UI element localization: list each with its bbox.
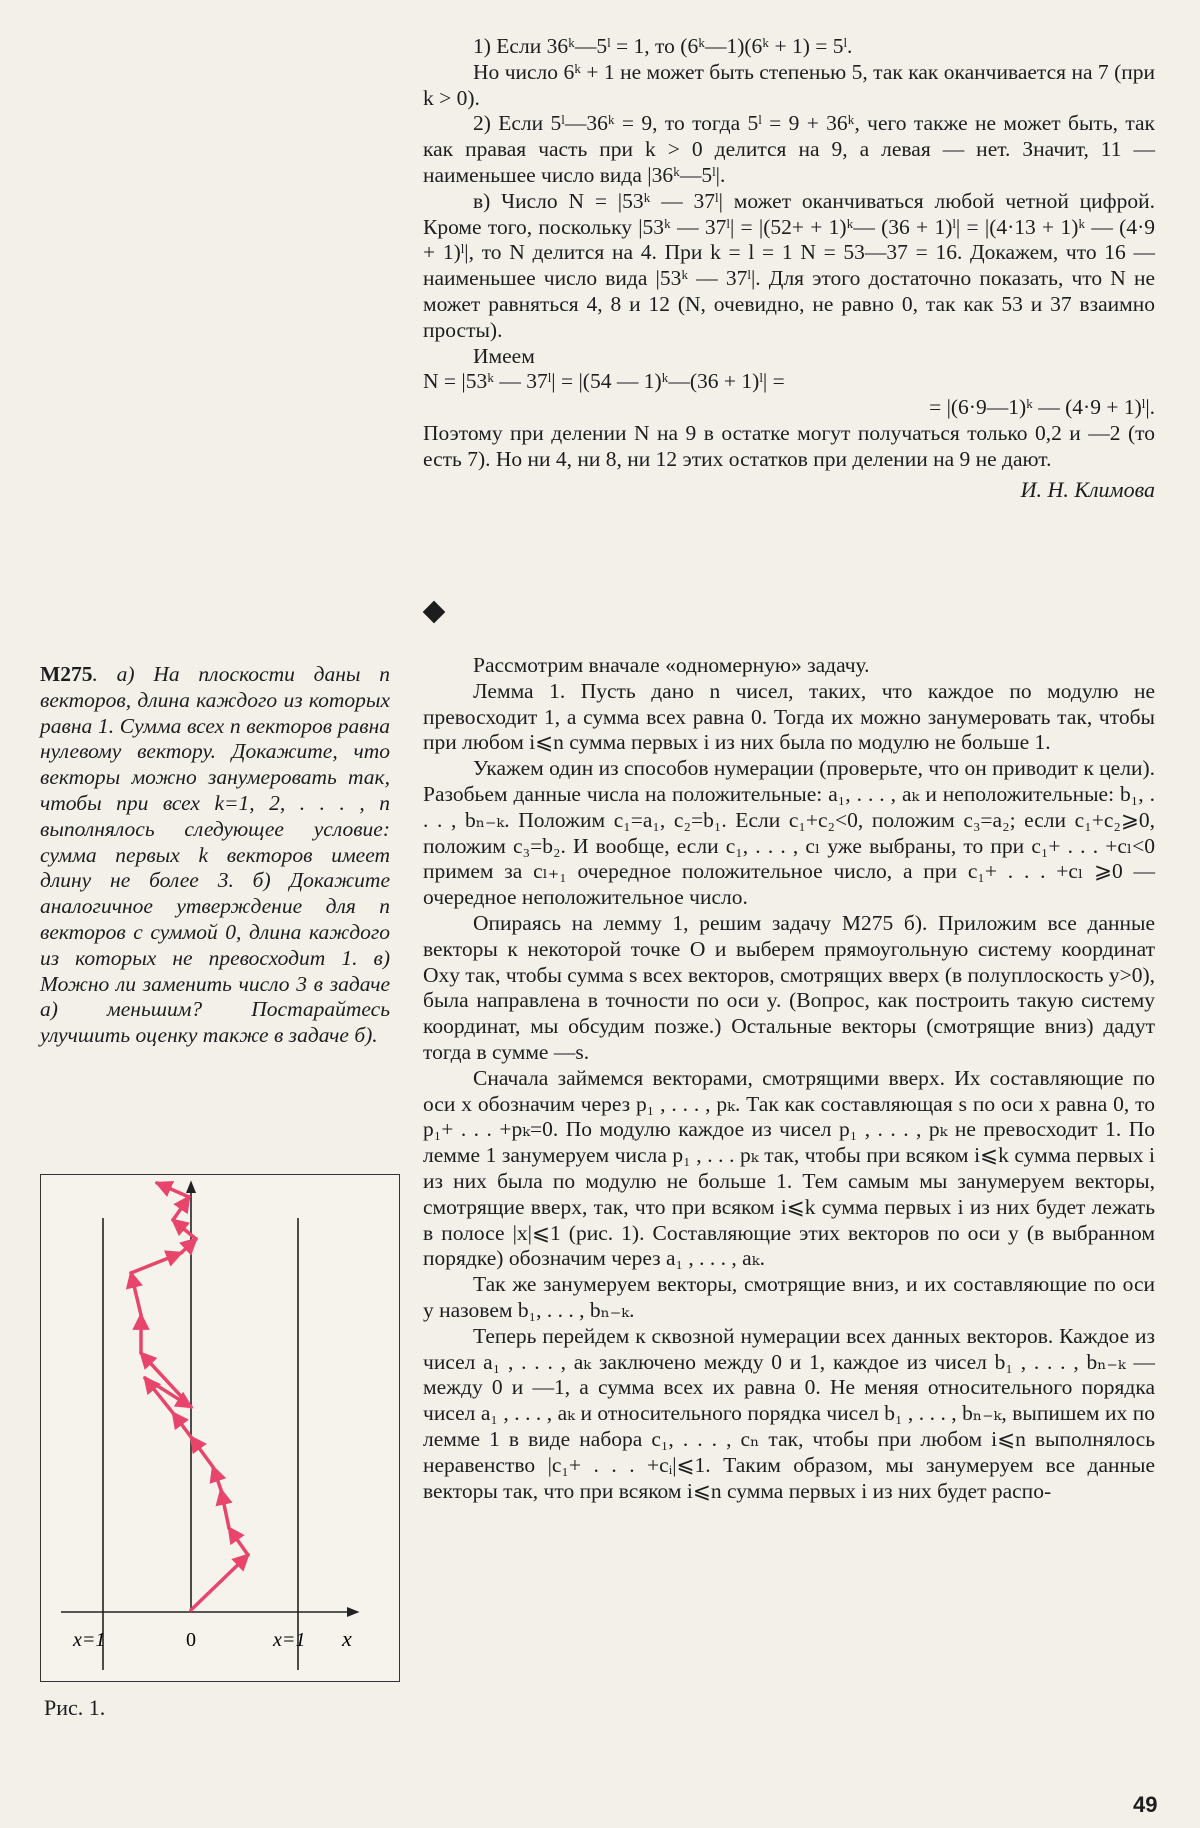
vector-arrow: [221, 1490, 229, 1528]
vector-arrow: [181, 1239, 196, 1253]
formula-line: N = |53ᵏ — 37ˡ| = |(54 — 1)ᵏ—(36 + 1)ˡ| =: [423, 369, 785, 394]
paragraph: 2) Если 5ˡ—36ᵏ = 9, то тогда 5ˡ = 9 + 36ᵏ, чего также не может быть, так как правая часть при k > 0 делится на 9, а левая — нет. Значит, 11 — наименьшее число вида |36ᵏ—5ˡ|.: [423, 111, 1155, 187]
page-number: 49: [1133, 1792, 1158, 1817]
label-x-axis: x: [342, 1626, 352, 1651]
vector-path: [131, 1183, 248, 1610]
problem-text: . а) На плоскости даны n векторов, длина каждого из которых равна 1. Сумма всех n векторов равна нулевому вектору. Докажите, что векторы можно занумеровать так, чтобы при всех k=1, 2, . . . , n выполнялось следующее условие: сумма первых k векторов имеет длину не более 3. б) Докажите аналогичное утверждение для n векторов с суммой 0, длина каждого из которых не превосходит 1. в) Можно ли заменить число 3 в задаче а) меньшим? Постарайтесь улучшить оценку также в задаче б).: [40, 662, 390, 1048]
author-signature: И. Н. Климова: [1020, 476, 1155, 502]
formula-line: = |(6·9—1)ᵏ — (4·9 + 1)ˡ|.: [929, 395, 1155, 420]
vector-arrow: [157, 1183, 189, 1197]
paragraph: Имеем: [473, 343, 535, 368]
paragraph: Рассмотрим вначале «одномерную» задачу.: [473, 653, 870, 677]
paragraph: Сначала займемся векторами, смотрящими вверх. Их составляющие по оси x обозначим через p₁ , . . . , pₖ. Так как составляющая s по оси x равна 0, то p₁+ . . . +pₖ=0. По модулю каждое из чисел p₁ , . . . , pₖ не превосходит 1. По лемме 1 занумеруем числа p₁ , . . . pₖ так, чтобы при всяком i⩽k сумма первых i из них была по модулю не больше 1. Тем самым мы занумеруем векторы, смотрящие вверх, так, что при всяком i⩽k сумма первых i из них будет лежать в полосе |x|⩽1 (рис. 1). Составляющие этих векторов по оси y (в выбранном порядке) обозначим через a₁ , . . . , aₖ.: [423, 1065, 1155, 1271]
label-right-x: x=1: [273, 1629, 306, 1651]
vector-arrow: [173, 1413, 191, 1437]
paragraph: в) Число N = |53ᵏ — 37ˡ| может оканчиваться любой четной цифрой. Кроме того, поскольку |53ᵏ — 37ˡ| = |(52+ + 1)ᵏ— (36 + 1)ˡ| = |(4·13 + 1)ᵏ — (4·9 + 1)ˡ|, то N делится на 4. При k = l = 1 N = 53—37 = 16. Докажем, что 16 — наименьшее число вида |53ᵏ — 37ˡ|. Для этого достаточно показать, что N не может равняться 4, 8 и 12 (N, очевидно, не равно 0, так как 53 и 37 взаимно просты).: [423, 188, 1155, 342]
vector-arrow: [131, 1273, 141, 1315]
vector-arrow: [191, 1437, 213, 1467]
paragraph: Но число 6ᵏ + 1 не может быть степенью 5, так как оканчивается на 7 (при k > 0).: [423, 59, 1155, 110]
label-origin: 0: [186, 1629, 196, 1651]
label-left-x: x=1: [73, 1629, 106, 1651]
paragraph: Поэтому при делении N на 9 в остатке могут получаться только 0,2 и —2 (то есть 7). Но ни 4, ни 8, ни 12 этих остатков при делении на 9 не дают.: [423, 420, 1155, 471]
previous-solution: [423, 34, 1155, 502]
paragraph: Так же занумеруем векторы, смотрящие вниз, и их составляющие по оси y назовем b₁, . . . , bₙ₋ₖ.: [423, 1272, 1155, 1322]
vector-arrow: [131, 1253, 181, 1273]
problem-statement: [40, 662, 390, 1049]
paragraph: Теперь перейдем к сквозной нумерации всех данных векторов. Каждое из чисел a₁ , . . . , aₖ заключено между 0 и 1, каждое из чисел b₁ , . . . , bₙ₋ₖ — между 0 и —1, а сумма всех их равна 0. Не меняя относительного порядка чисел a₁ , . . . , aₖ и относительного порядка чисел b₁ , . . . , bₙ₋ₖ, выпишем их по лемме 1 в виде набора c₁, . . . , cₙ так, чтобы при любом i⩽n выполнялось неравенство |c₁+ . . . +cᵢ|⩽1. Таким образом, мы занумеруем все данные векторы так, что при всяком i⩽n сумма первых i из них будет распо-: [423, 1323, 1155, 1503]
problem-label: М275: [40, 662, 93, 686]
vector-arrow: [173, 1197, 189, 1220]
paragraph: 1) Если 36ᵏ—5ˡ = 1, то (6ᵏ—1)(6ᵏ + 1) = 5ˡ.: [473, 34, 853, 58]
vector-arrow: [173, 1220, 196, 1239]
section-divider-diamond: [423, 601, 446, 624]
paragraph: Укажем один из способов нумерации (проверьте, что он приводит к цели). Разобьем данные числа на положительные: a₁, . . . , aₖ и неположительные: b₁, . . . , bₙ₋ₖ. Положим c₁=a₁, c₂=b₁. Если c₁+c₂<0, положим c₃=a₂; если c₁+c₂⩾0, положим c₃=b₂. И вообще, если c₁, . . . , cₗ уже выбраны, то при c₁+ . . . +cₗ<0 примем за cₗ₊₁ очередное положительное число, а при c₁+ . . . +cₗ ⩾0 — очередное неположительное число.: [423, 756, 1155, 910]
vector-arrow: [229, 1528, 248, 1555]
paragraph: Лемма 1. Пусть дано n чисел, таких, что каждое по модулю не превосходит 1, а сумма всех равна 0. Тогда их можно занумеровать так, чтобы при любом i⩽n сумма первых i из них была по модулю не больше 1.: [423, 678, 1155, 755]
figure-vector-path: [40, 1174, 400, 1682]
vector-arrow: [191, 1555, 248, 1610]
solution-text: [423, 653, 1155, 1504]
vector-arrow: [213, 1467, 221, 1490]
figure-caption: Рис. 1.: [44, 1695, 106, 1720]
paragraph: Опираясь на лемму 1, решим задачу М275 б). Приложим все данные векторы к некоторой точке O и выберем прямоугольную систему координат Oxy так, чтобы сумма s всех векторов, смотрящих вверх (в полуплоскость y>0), была направлена в точности по оси y. (Вопрос, как построить такую систему координат, мы обсудим позже.) Остальные векторы (смотрящие вниз) дадут тогда в сумме —s.: [423, 910, 1155, 1064]
figure-svg: [41, 1175, 399, 1681]
